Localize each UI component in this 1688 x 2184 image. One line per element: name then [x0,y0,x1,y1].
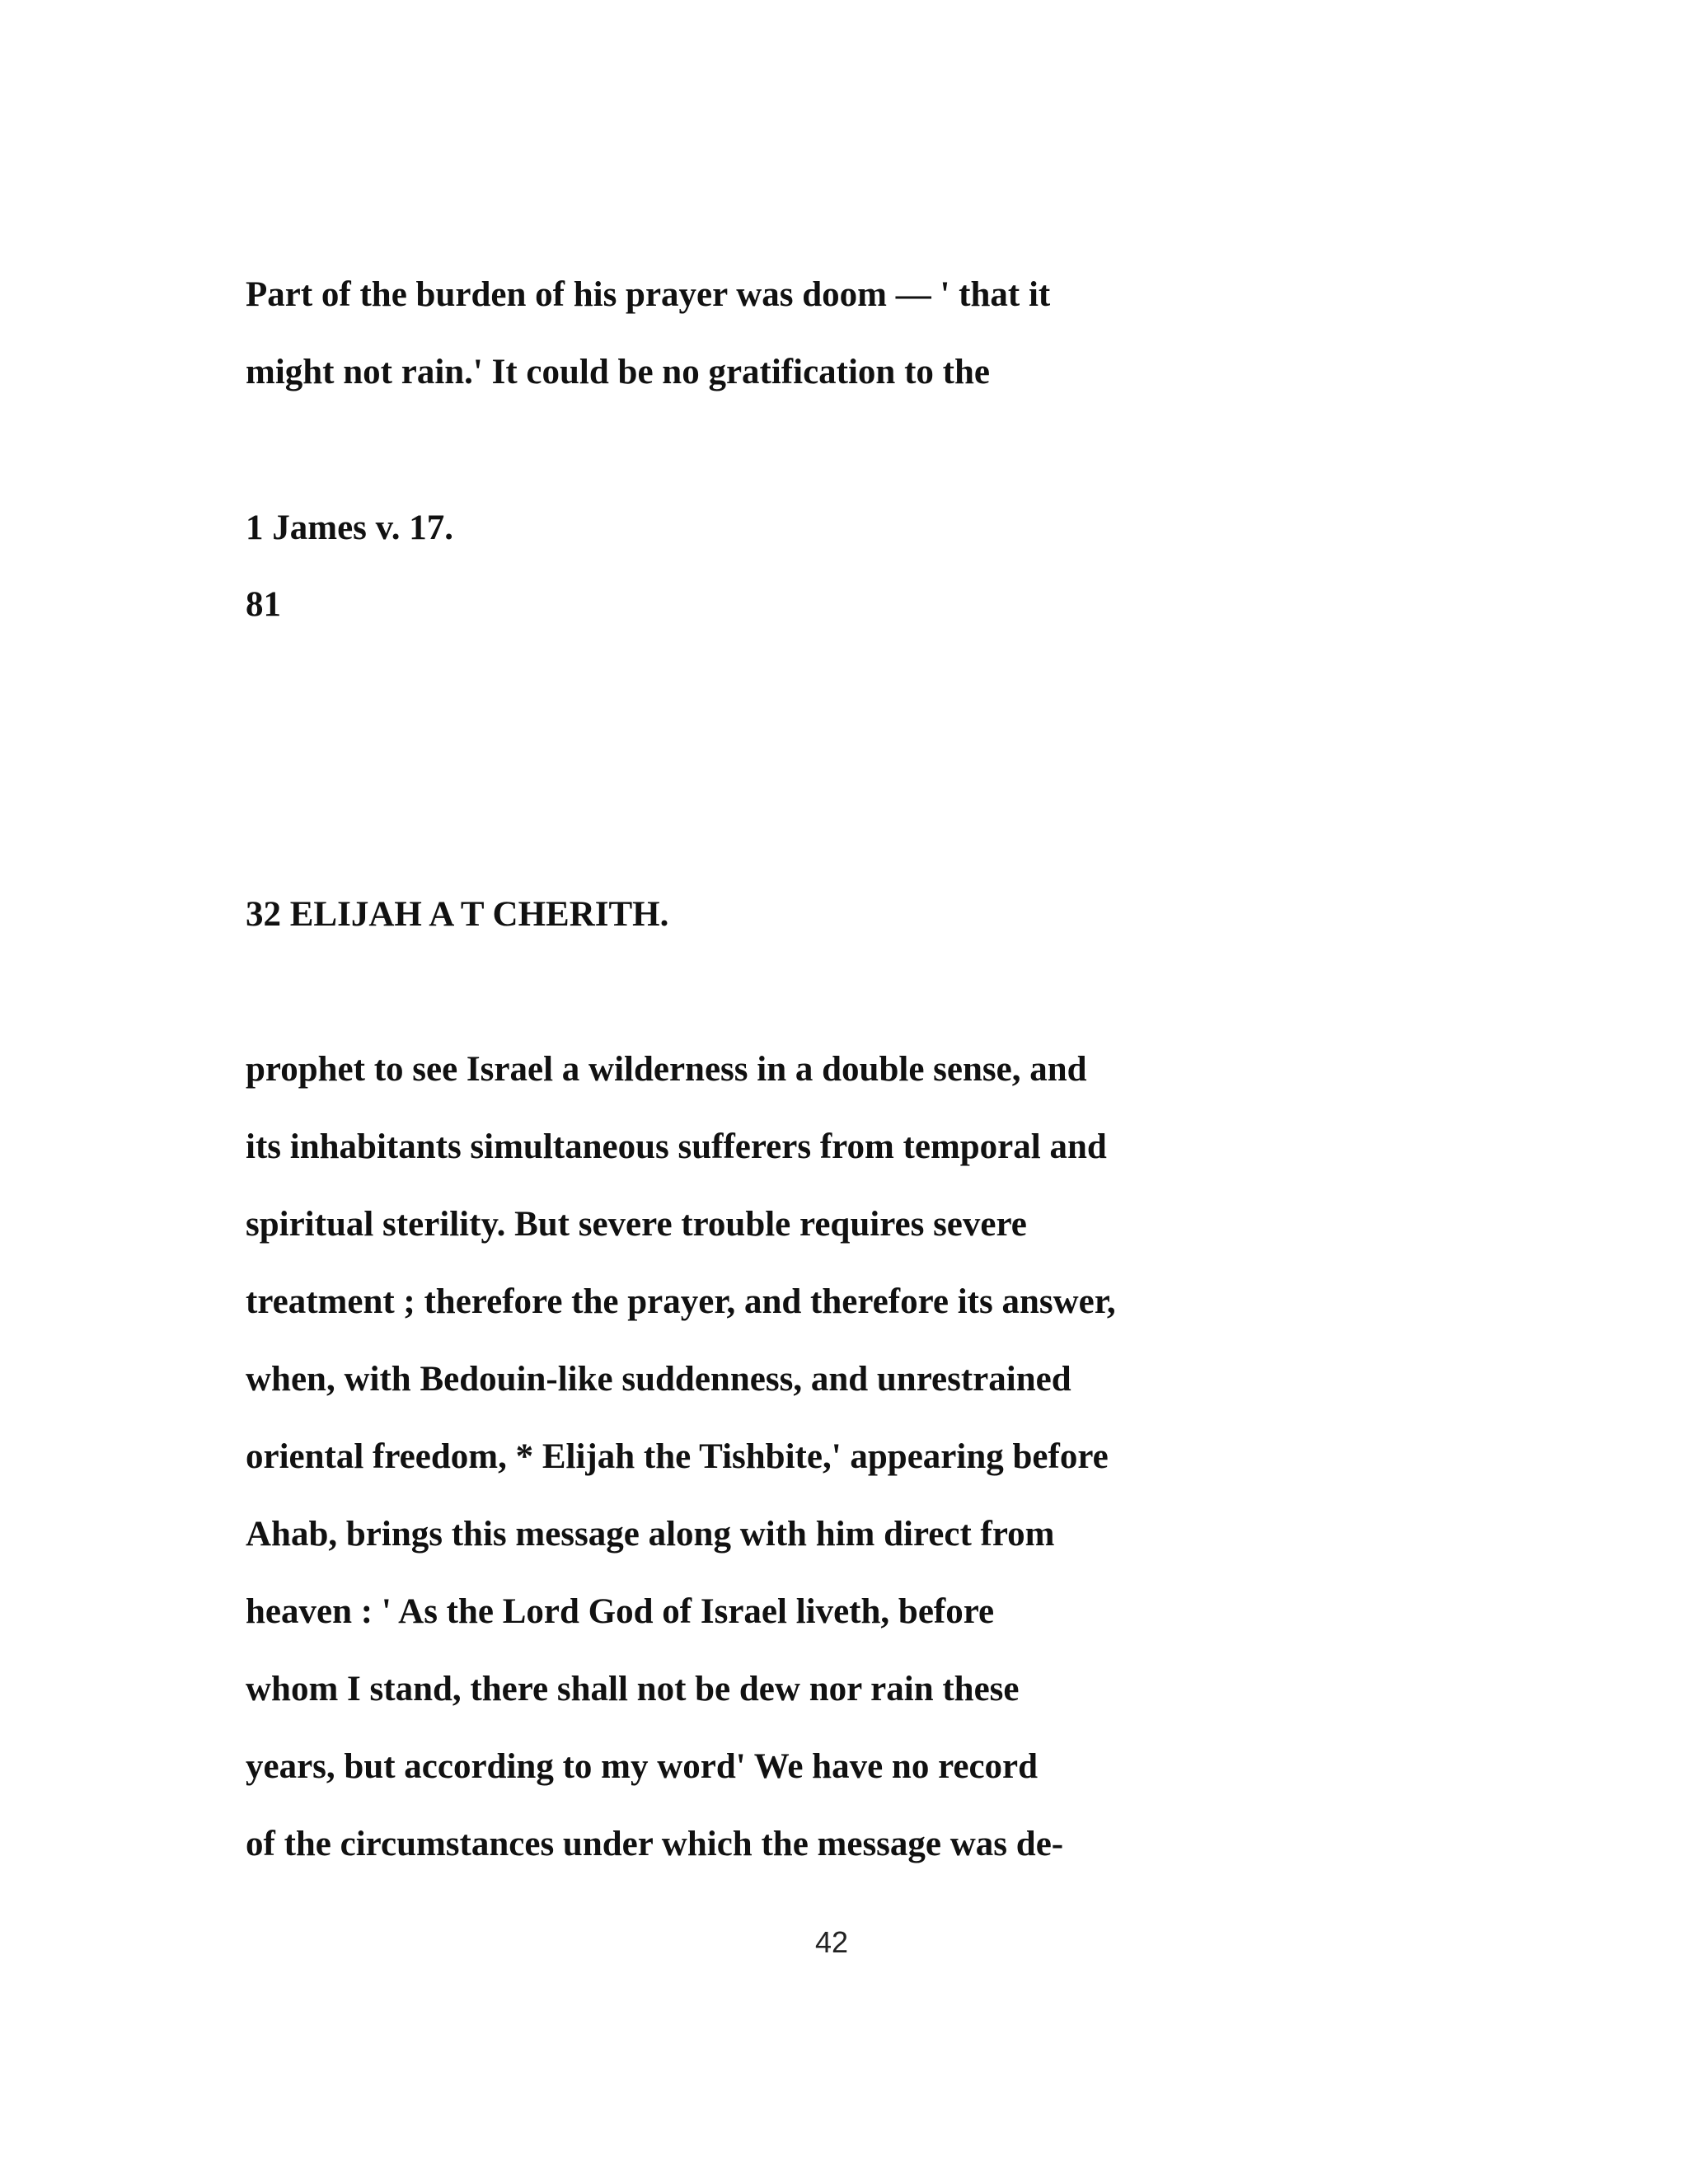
text-line: of the circumstances under which the message was de- [246,1825,1064,1863]
text-line: might not rain.' It could be no gratification to the [246,353,990,391]
text-line: its inhabitants simultaneous sufferers from temporal and [246,1127,1107,1166]
text-line: Part of the burden of his prayer was doom — ' that it [246,275,1051,314]
footnote-page-reference: 81 [246,585,281,624]
page-number: 42 [814,1925,849,1959]
footnote: 1 James v. 17. [246,509,454,547]
text-line: prophet to see Israel a wilderness in a double sense, and [246,1050,1087,1089]
text-line: treatment ; therefore the prayer, and therefore its answer, [246,1282,1116,1321]
text-line: when, with Bedouin-like suddenness, and unrestrained [246,1360,1071,1399]
text-line: whom I stand, there shall not be dew nor rain these [246,1670,1020,1708]
text-line: years, but according to my word' We have no record [246,1747,1039,1786]
text-line: heaven : ' As the Lord God of Israel liveth, before [246,1592,995,1631]
text-line: oriental freedom, * Elijah the Tishbite,' appearing before [246,1437,1109,1476]
text-line: spiritual sterility. But severe trouble requires severe [246,1205,1027,1244]
text-line: Ahab, brings this message along with him direct from [246,1515,1055,1554]
running-header: 32 ELIJAH A T CHERITH. [246,895,669,934]
